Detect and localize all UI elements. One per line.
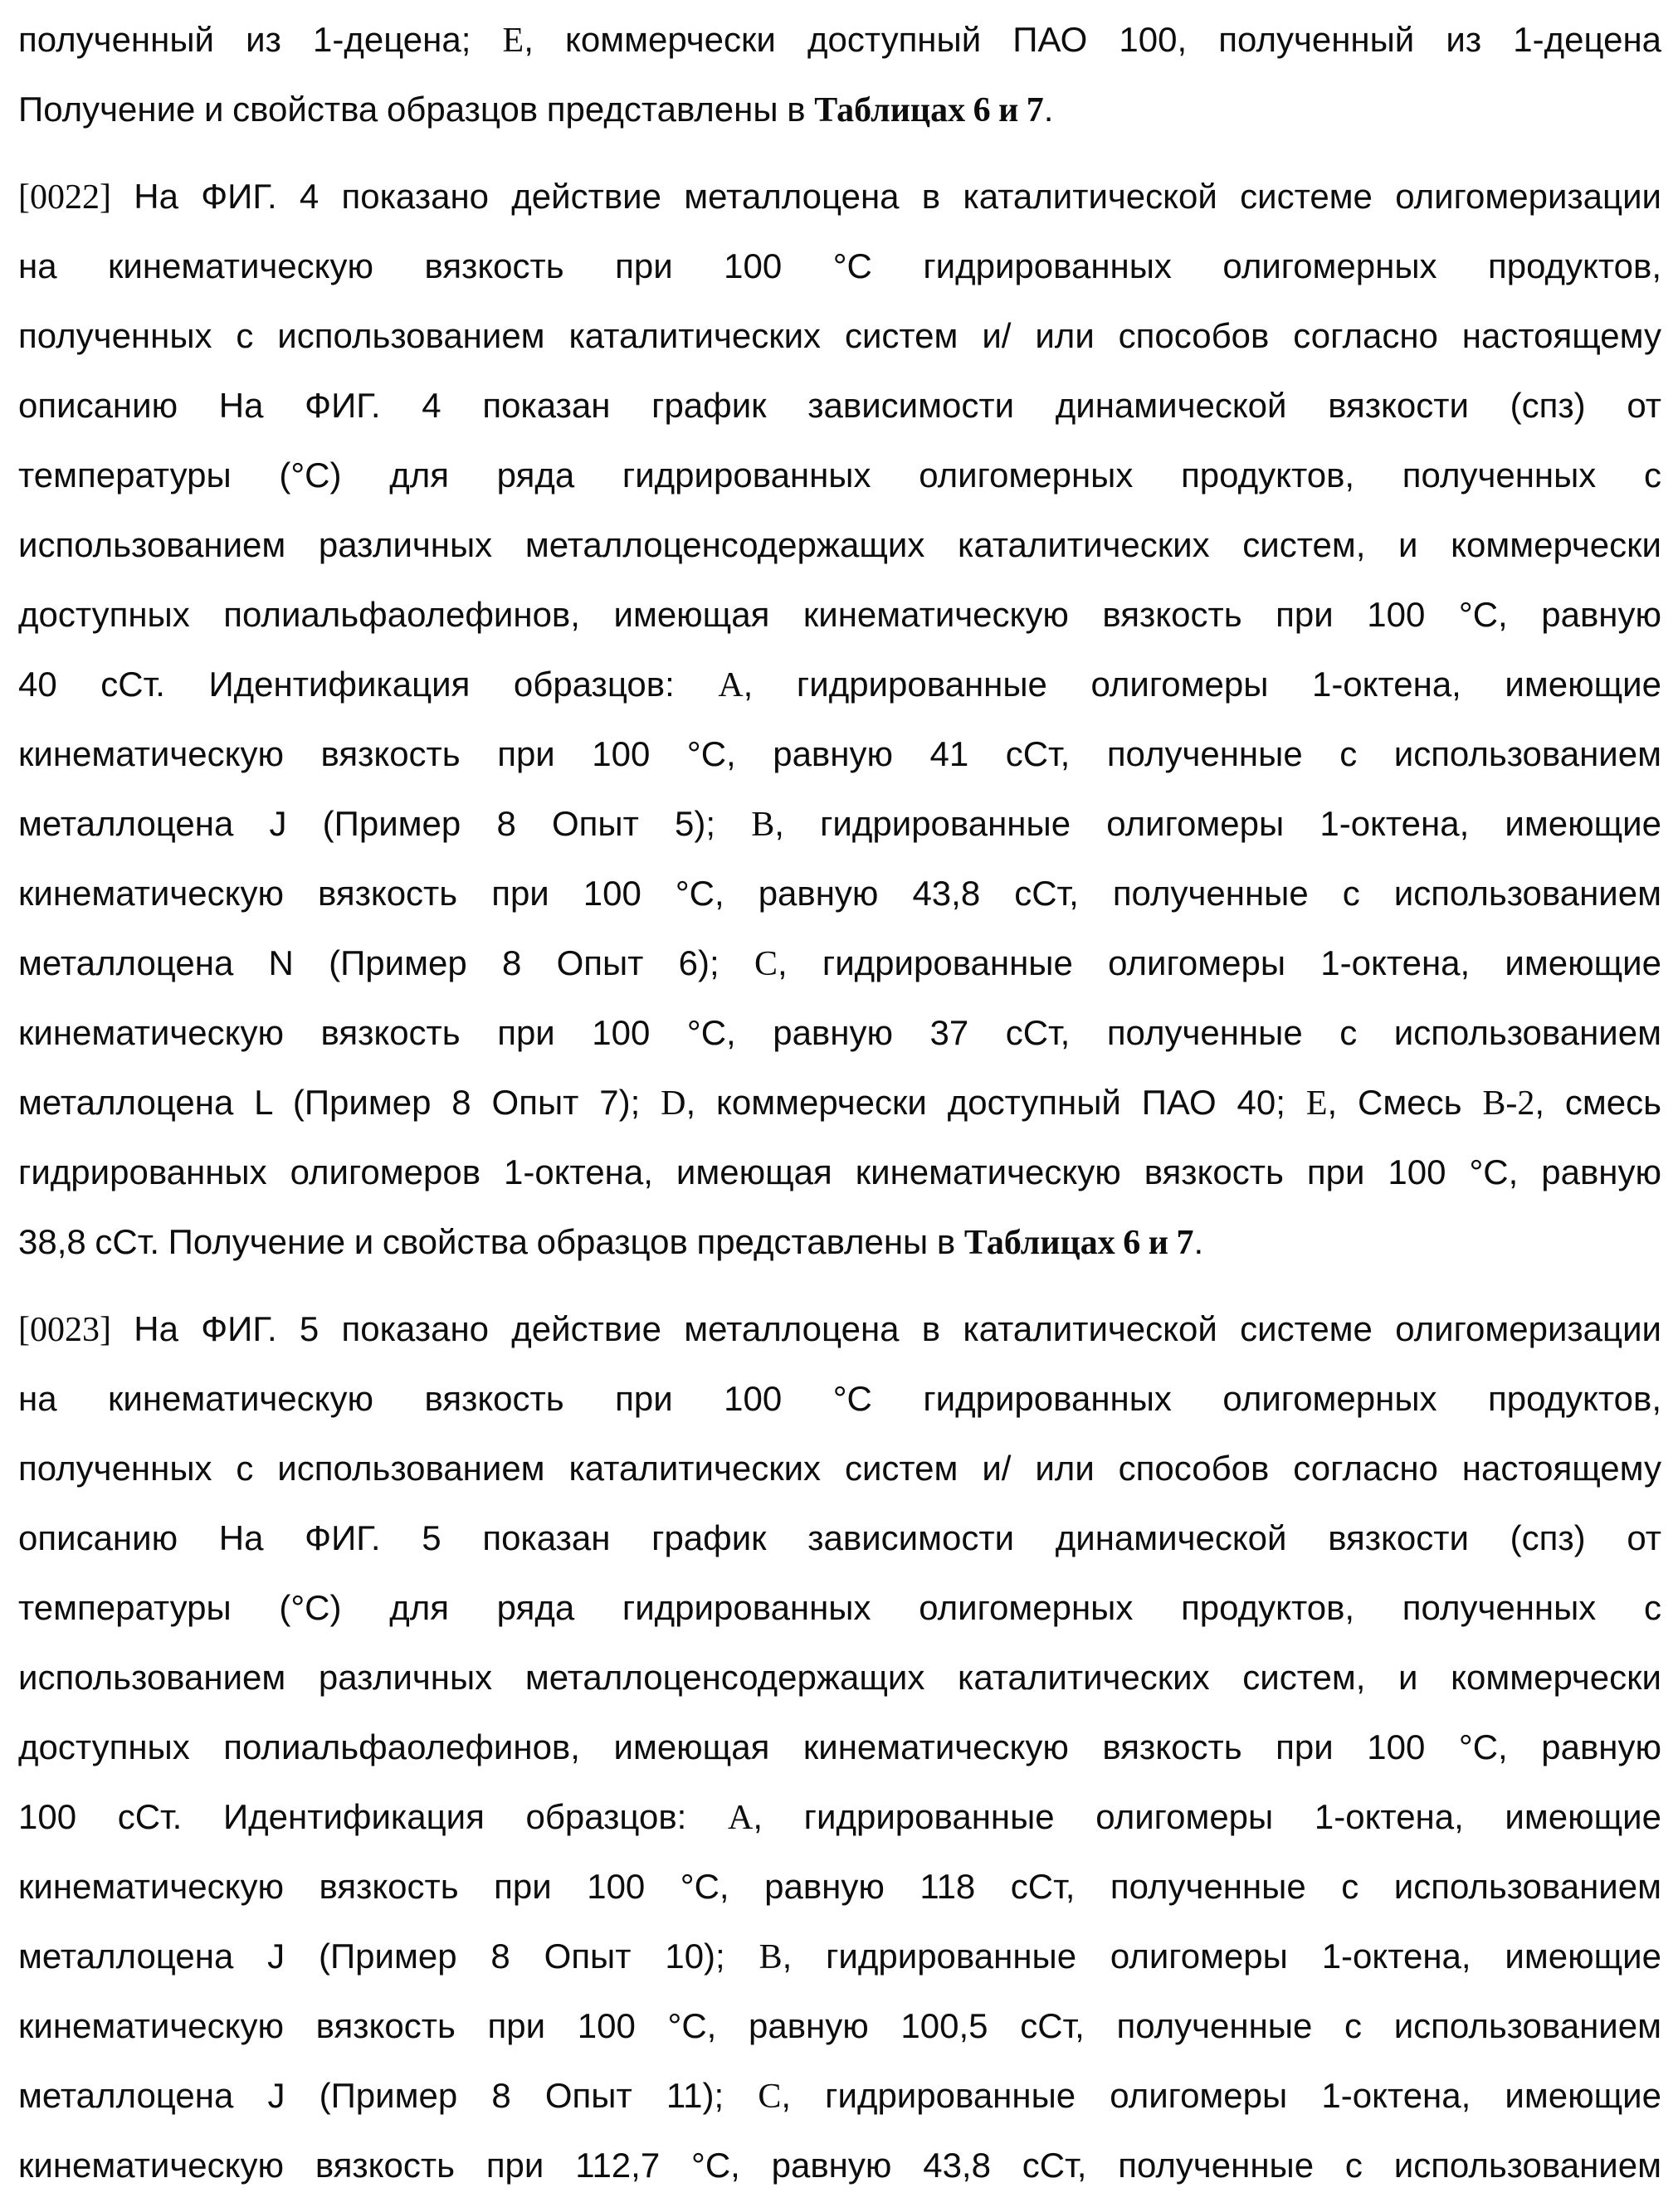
text-line (18, 1852, 1661, 1922)
text-segment: А (718, 666, 744, 704)
text-line (18, 1503, 1661, 1573)
text-segment: полученных с использованием каталитических систем и/ или способов согласно настоящему (18, 1449, 1661, 1488)
text-segment: В-2 (1482, 1084, 1535, 1123)
text-line (18, 2131, 1661, 2200)
text-line (18, 1138, 1661, 1207)
text-segment: кинематическую вязкость при 100 °С, равную 118 сСт, полученные с использованием (18, 1867, 1661, 1906)
text-segment: На ФИГ. 5 показано действие металлоцена в каталитической системе олигомеризации (110, 1309, 1661, 1348)
text-line (18, 371, 1661, 441)
text-line (18, 441, 1661, 510)
text-line (18, 998, 1661, 1068)
text-segment: доступных полиальфаолефинов, имеющая кинематическую вязкость при 100 °С, равную (18, 1727, 1661, 1766)
text-segment: металлоцена J (Пример 8 Опыт 5); (18, 804, 752, 843)
text-segment: гидрированных олигомеров 1-октена, имеющая кинематическую вязкость при 100 °С, равную (18, 1152, 1661, 1191)
text-line (18, 1068, 1661, 1138)
text-segment: использованием различных металлоценсодержащих каталитических систем, и коммерчески (18, 525, 1661, 564)
text-segment: металлоцена N (Пример 8 Опыт 6); (18, 943, 754, 982)
table-reference-text: Таблицах 6 и 7 (963, 1224, 1194, 1262)
text-segment: 100 сСт. Идентификация образцов: (18, 1797, 728, 1836)
text-segment: , гидрированные олигомеры 1-октена, имеющие (781, 2076, 1661, 2115)
text-segment: металлоцена J (Пример 8 Опыт 11); (18, 2076, 759, 2115)
text-segment: [0023] (18, 1311, 111, 1349)
text-segment: кинематическую вязкость при 100 °С, равную 41 сСт, полученные с использованием (18, 734, 1661, 773)
text-segment: металлоцена J (Пример 8 Опыт 10); (18, 1937, 759, 1976)
text-line (18, 1207, 1661, 1277)
text-segment: , Смесь (1327, 1083, 1483, 1122)
text-segment: С (758, 2078, 782, 2116)
text-segment: На ФИГ. 4 показано действие металлоцена в каталитической системе олигомеризации (110, 177, 1661, 216)
text-segment: С (754, 945, 778, 983)
text-line (18, 1434, 1661, 1503)
text-line (18, 650, 1661, 719)
table-reference-text: Таблицах 6 и 7 (814, 91, 1044, 129)
text-segment: В (751, 806, 775, 844)
text-line (18, 928, 1661, 998)
text-line (18, 231, 1661, 301)
text-line (18, 1922, 1661, 1991)
text-line (18, 580, 1661, 650)
text-segment: металлоцена L (Пример 8 Опыт 7); (18, 1083, 661, 1122)
text-segment: Получение и свойства образцов представлены в (18, 90, 815, 129)
text-line (18, 5, 1661, 75)
text-segment: использованием различных металлоценсодержащих каталитических систем, и коммерчески (18, 1658, 1661, 1697)
text-segment: А (728, 1799, 754, 1837)
text-segment: полученных с использованием каталитических систем и/ или способов согласно настоящему (18, 316, 1661, 355)
text-segment: , коммерчески доступный ПАО 40; (685, 1083, 1306, 1122)
text-segment: [0022] (18, 178, 111, 217)
text-segment: Е (502, 22, 524, 60)
text-segment: 40 сСт. Идентификация образцов: (18, 665, 719, 704)
text-segment: В (759, 1938, 783, 1976)
text-segment: доступных полиальфаолефинов, имеющая кинематическую вязкость при 100 °С, равную (18, 595, 1661, 634)
text-line (18, 1991, 1661, 2061)
text-segment: кинематическую вязкость при 100 °С, равную 100,5 сСт, полученные с использованием (18, 2006, 1661, 2045)
text-line (18, 859, 1661, 928)
text-segment: D (661, 1084, 686, 1123)
text-segment: 38,8 сСт. Получение и свойства образцов представлены в (18, 1222, 964, 1261)
text-segment: Е (1305, 1084, 1328, 1123)
text-segment: описанию На ФИГ. 4 показан график зависимости динамической вязкости (спз) от (18, 386, 1661, 425)
text-segment: температуры (°С) для ряда гидрированных олигомерных продуктов, полученных с (18, 456, 1661, 495)
text-segment: . (1043, 90, 1054, 129)
text-segment: , коммерчески доступный ПАО 100, полученный из 1-децена (524, 20, 1661, 59)
text-line (18, 719, 1661, 789)
text-segment: , гидрированные олигомеры 1-октена, имеющие (782, 1937, 1661, 1976)
text-line (18, 75, 1661, 144)
para-0022 (18, 162, 1661, 1277)
text-segment: , гидрированные олигомеры 1-октена, имеющие (777, 943, 1661, 982)
text-segment: , гидрированные олигомеры 1-октена, имеющие (753, 1797, 1661, 1836)
text-segment: . (1193, 1222, 1204, 1261)
text-segment: кинематическую вязкость при 100 °С, равную 37 сСт, полученные с использованием (18, 1013, 1661, 1052)
text-segment: температуры (°С) для ряда гидрированных олигомерных продуктов, полученных с (18, 1588, 1661, 1627)
text-line (18, 789, 1661, 859)
text-line (18, 1573, 1661, 1643)
text-line (18, 2061, 1661, 2131)
text-segment: на кинематическую вязкость при 100 °С гидрированных олигомерных продуктов, (18, 246, 1661, 285)
text-line (18, 1294, 1661, 1364)
text-segment: описанию На ФИГ. 5 показан график зависимости динамической вязкости (спз) от (18, 1518, 1661, 1557)
text-line (18, 1713, 1661, 1782)
text-segment: , гидрированные олигомеры 1-октена, имеющие (774, 804, 1661, 843)
text-line (18, 510, 1661, 580)
para-continuation (18, 5, 1661, 144)
text-segment: на кинематическую вязкость при 100 °С гидрированных олигомерных продуктов, (18, 1379, 1661, 1418)
para-0023 (18, 1294, 1661, 2200)
text-segment: , смесь (1534, 1083, 1661, 1122)
text-segment: кинематическую вязкость при 100 °С, равную 43,8 сСт, полученные с использованием (18, 874, 1661, 913)
document-text (18, 5, 1661, 2200)
text-segment: , гидрированные олигомеры 1-октена, имеющие (743, 665, 1661, 704)
text-segment: кинематическую вязкость при 112,7 °С, равную 43,8 сСт, полученные с использованием (18, 2146, 1661, 2185)
text-line (18, 301, 1661, 371)
text-line (18, 1643, 1661, 1713)
text-segment: полученный из 1-децена; (18, 20, 503, 59)
text-line (18, 1782, 1661, 1852)
text-line (18, 1364, 1661, 1434)
text-line (18, 162, 1661, 231)
